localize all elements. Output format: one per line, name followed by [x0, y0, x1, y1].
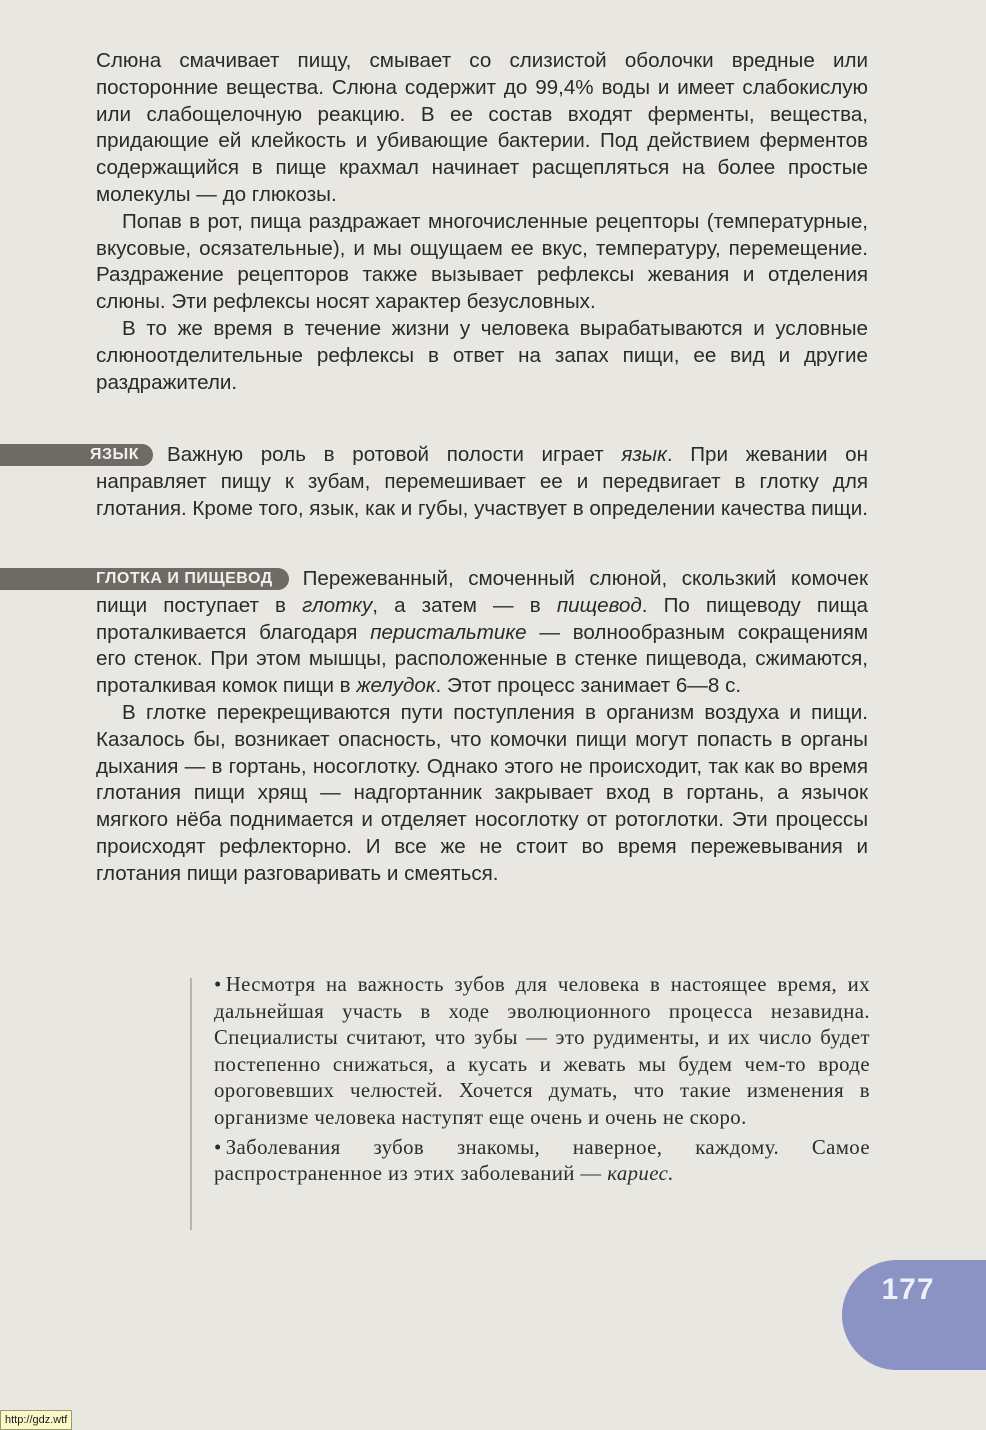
bullet-icon: •: [214, 1135, 222, 1159]
pharynx-text-3: . По пищеводу пища проталкивается благодаря: [96, 593, 868, 644]
term-stomach: желудок: [356, 674, 436, 698]
fact-teeth-disease: [214, 1135, 870, 1188]
term-peristalsis: перистальтике: [370, 620, 527, 644]
paragraph-conditioned-reflexes: В то же время в течение жизни у человека вырабатываются и условные слюноотделительные рефлексы в ответ на запах пищи, ее вид и другие раздражители.: [96, 316, 868, 394]
term-pharynx: глотку: [302, 593, 373, 617]
fact-1-text: Несмотря на важность зубов для человека в настоящее время, их дальнейшая участь в ходе эволюционного процесса незавидна. Специалисты считают, что зубы — это рудименты, и их число будет постепенно снижаться, а кусать и жевать мы будем чем-то вроде ороговевших челюстей. Хочется думать, что такие изменения в организме человека наступят еще очень и очень не скоро.: [214, 973, 870, 1129]
paragraph-saliva: Слюна смачивает пищу, смывает со слизистой оболочки вредные или посторонние вещества. Слюна содержит до 99,4% воды и имеет слабокислую или слабощелочную реакцию. В ее состав входят ферменты, вещества, придающие ей клейкость и убивающие бактерии. Под действием ферментов содержащийся в пище крахмал начинает расщепляться на более простые молекулы — до глюкозы.: [96, 49, 868, 206]
watermark-url[interactable]: http://gdz.wtf: [0, 1410, 72, 1430]
paragraph-swallowing: В глотке перекрещиваются пути поступления в организм воздуха и пищи. Казалось бы, возникает опасность, что комочки пищи могут попасть в органы дыхания — в гортань, носоглотку. Однако этого не происходит, так как во время глотания пищи хрящ — надгортанник закрывает вход в гортань, а язычок мягкого нёба поднимается и отделяет носоглотку от ротоглотки. Эти процессы происходят рефлекторно. И все же не стоит во время пережевывания и глотания пищи разговаривать и смеяться.: [96, 700, 868, 885]
fact-teeth-evolution: [214, 972, 870, 1132]
pharynx-text-1: Пережеванный, смоченный слюной, скользкий комочек пищи поступает в: [96, 567, 868, 617]
section-label-tongue: ЯЗЫК: [0, 444, 153, 466]
pharynx-text-4: — волнообразным сокращениям его стенок. При этом мышцы, расположенные в стенке пищевода, сжимаются, проталкивая комок пищи в: [96, 620, 868, 698]
term-tongue: язык: [621, 443, 667, 466]
page-number: 177: [881, 1273, 935, 1306]
paragraph-receptors: Попав в рот, пища раздражает многочисленные рецепторы (температурные, вкусовые, осязательные), и мы ощущаем ее вкус, температуру, перемещение. Раздражение рецепторов также вызывает рефлексы жевания и отделения слюны. Эти рефлексы носят характер безусловных.: [96, 209, 868, 314]
main-text: [96, 48, 868, 396]
term-esophagus: пищевод: [556, 593, 642, 617]
facts-side-rule: [190, 978, 192, 1230]
paragraph-tongue: [90, 442, 868, 522]
pharynx-text-5: . Этот процесс занимает 6—8 с.: [435, 674, 742, 698]
section-pharynx: [96, 566, 868, 888]
fact-2-text: Заболевания зубов знакомы, наверное, каждому. Самое распространенное из этих заболеваний —: [214, 1135, 870, 1186]
section-tongue: [90, 442, 868, 522]
pharynx-text-2: , а затем — в: [372, 593, 557, 617]
bullet-icon: •: [214, 973, 222, 996]
section-label-pharynx: ГЛОТКА И ПИЩЕВОД: [0, 568, 289, 590]
term-caries: кариес.: [607, 1162, 674, 1186]
paragraph-pharynx: [96, 566, 868, 700]
tongue-text-before: Важную роль в ротовой полости играет: [166, 443, 622, 466]
tongue-text-after: . При жевании он направляет пищу к зубам, перемешивает ее и передвигает в глотку для глотания. Кроме того, язык, как и губы, участвует в определении качества пищи.: [96, 443, 868, 520]
interesting-facts: [214, 972, 870, 1191]
